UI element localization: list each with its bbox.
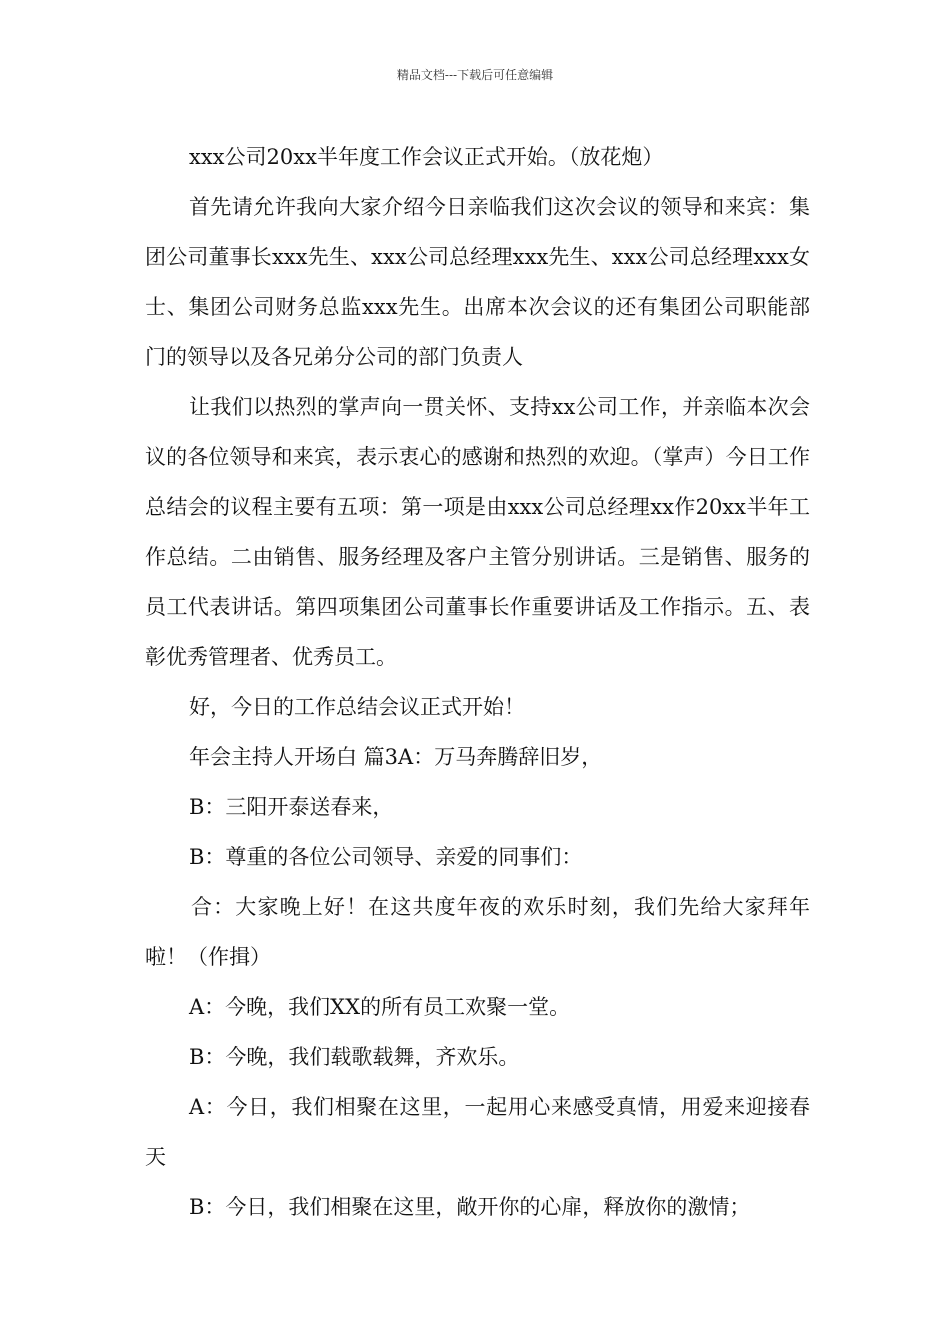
paragraph-agenda: 让我们以热烈的掌声向一贯关怀、支持xx公司工作，并亲临本次会议的各位领导和来宾，表示衷心的感谢和热烈的欢迎。（掌声）今日工作总结会的议程主要有五项：第一项是由xxx公司总经理xx作20xx半年工作总结。二由销售、服务经理及客户主管分别讲话。三是销售、服务的员工代表讲话。第四项集团公司董事长作重要讲话及工作指示。五、表彰优秀管理者、优秀员工。 bbox=[145, 395, 810, 669]
paragraph-line-a1: A：今晚，我们XX的所有员工欢聚一堂。 bbox=[189, 995, 571, 1019]
paragraph-line-b4: B：今日，我们相聚在这里，敞开你的心扉，释放你的激情； bbox=[189, 1195, 751, 1219]
paragraph-start: 好，今日的工作总结会议正式开始！ bbox=[189, 695, 525, 719]
page-header: 精品文档---下载后可任意编辑 bbox=[396, 68, 554, 82]
paragraph-opening: xxx公司20xx半年度工作会议正式开始。（放花炮） bbox=[189, 145, 664, 169]
paragraph-host-title: 年会主持人开场白 篇3A：万马奔腾辞旧岁， bbox=[189, 745, 603, 769]
paragraph-line-a2: A：今日，我们相聚在这里，一起用心来感受真情，用爱来迎接春天 bbox=[145, 1095, 810, 1169]
paragraph-line-b3: B：今晚，我们载歌载舞，齐欢乐。 bbox=[189, 1045, 520, 1069]
paragraph-line-b1: B：三阳开泰送春来， bbox=[189, 795, 394, 819]
paragraph-line-b2: B：尊重的各位公司领导、亲爱的同事们： bbox=[189, 845, 583, 869]
paragraph-line-together: 合：大家晚上好！在这共度年夜的欢乐时刻，我们先给大家拜年啦！（作揖） bbox=[145, 895, 810, 969]
document-body bbox=[145, 132, 810, 1232]
paragraph-introduction: 首先请允许我向大家介绍今日亲临我们这次会议的领导和来宾：集团公司董事长xxx先生、xxx公司总经理xxx先生、xxx公司总经理xxx女士、集团公司财务总监xxx先生。出席本次会议的还有集团公司职能部门的领导以及各兄弟分公司的部门负责人 bbox=[145, 195, 810, 369]
